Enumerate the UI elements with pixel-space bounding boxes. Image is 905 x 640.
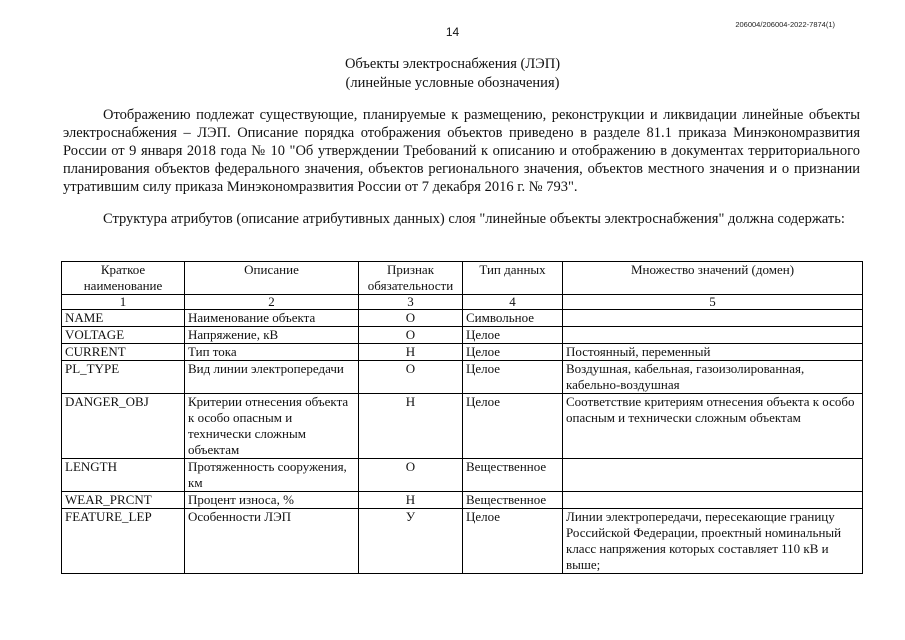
cell-data-type: Целое [463, 394, 563, 459]
cell-description: Напряжение, кВ [185, 327, 359, 344]
cell-description: Критерии отнесения объекта к особо опасным и технически сложным объектам [185, 394, 359, 459]
cell-short-name: VOLTAGE [62, 327, 185, 344]
table-row [62, 394, 863, 459]
cell-data-type: Целое [463, 344, 563, 361]
cell-domain [563, 327, 863, 344]
cell-required: О [359, 327, 463, 344]
section-title [0, 55, 905, 93]
column-number: 1 [62, 295, 185, 310]
table-header-row [62, 262, 863, 295]
cell-data-type: Вещественное [463, 459, 563, 492]
cell-description: Процент износа, % [185, 492, 359, 509]
cell-short-name: FEATURE_LEP [62, 509, 185, 574]
cell-description: Тип тока [185, 344, 359, 361]
cell-required: Н [359, 344, 463, 361]
table-row [62, 310, 863, 327]
cell-required: О [359, 310, 463, 327]
cell-data-type: Целое [463, 327, 563, 344]
cell-domain [563, 310, 863, 327]
cell-domain [563, 492, 863, 509]
cell-description: Вид линии электропередачи [185, 361, 359, 394]
cell-description: Особенности ЛЭП [185, 509, 359, 574]
cell-short-name: WEAR_PRCNT [62, 492, 185, 509]
cell-required: У [359, 509, 463, 574]
column-number: 2 [185, 295, 359, 310]
document-id: 206004/206004-2022-7874(1) [735, 20, 835, 29]
structure-paragraph: Структура атрибутов (описание атрибутивных данных) слоя "линейные объекты электроснабжения" должна содержать: [103, 211, 845, 227]
cell-data-type: Целое [463, 509, 563, 574]
header-domain: Множество значений (домен) [563, 262, 863, 295]
column-number: 4 [463, 295, 563, 310]
cell-domain: Постоянный, переменный [563, 344, 863, 361]
column-number-row [62, 295, 863, 310]
cell-data-type: Целое [463, 361, 563, 394]
cell-short-name: DANGER_OBJ [62, 394, 185, 459]
cell-data-type: Символьное [463, 310, 563, 327]
table-row [62, 327, 863, 344]
cell-domain: Воздушная, кабельная, газоизолированная, кабельно-воздушная [563, 361, 863, 394]
header-required: Признак обязательности [359, 262, 463, 295]
cell-description: Протяженность сооружения, км [185, 459, 359, 492]
table-row [62, 344, 863, 361]
cell-domain: Линии электропередачи, пересекающие границу Российской Федерации, проектный номинальный класс напряжения которых составляет 110 кВ и выше; [563, 509, 863, 574]
title-line-1: Объекты электроснабжения (ЛЭП) [344, 56, 561, 72]
cell-short-name: CURRENT [62, 344, 185, 361]
cell-required: Н [359, 394, 463, 459]
header-short-name: Краткое наименование [62, 262, 185, 295]
cell-required: Н [359, 492, 463, 509]
cell-data-type: Вещественное [463, 492, 563, 509]
table-row [62, 509, 863, 574]
header-data-type: Тип данных [463, 262, 563, 295]
table-row [62, 492, 863, 509]
table-row [62, 361, 863, 394]
cell-required: О [359, 459, 463, 492]
column-number: 3 [359, 295, 463, 310]
cell-required: О [359, 361, 463, 394]
table-row [62, 459, 863, 492]
cell-domain: Соответствие критериям отнесения объекта к особо опасным и технически сложным объектам [563, 394, 863, 459]
intro-paragraph: Отображению подлежат существующие, планируемые к размещению, реконструкции и ликвидации линейные объекты электроснабжения – ЛЭП. Описание порядка отображения объектов приведено в разделе 81.1 приказа Минэкономразвития России от 9 января 2018 года № 10 "Об утверждении Требований к описанию и отображению в документах территориального планирования объектов федерального значения, объектов регионального значения, объектов местного значения и о признании утратившим силу приказа Минэкономразвития России от 7 декабря 2016 г. № 793". [63, 107, 860, 195]
cell-short-name: PL_TYPE [62, 361, 185, 394]
cell-short-name: NAME [62, 310, 185, 327]
title-line-2: (линейные условные обозначения) [345, 75, 560, 91]
page-number: 14 [445, 25, 460, 39]
cell-domain [563, 459, 863, 492]
attributes-table [61, 261, 863, 574]
cell-short-name: LENGTH [62, 459, 185, 492]
header-description: Описание [185, 262, 359, 295]
column-number: 5 [563, 295, 863, 310]
cell-description: Наименование объекта [185, 310, 359, 327]
